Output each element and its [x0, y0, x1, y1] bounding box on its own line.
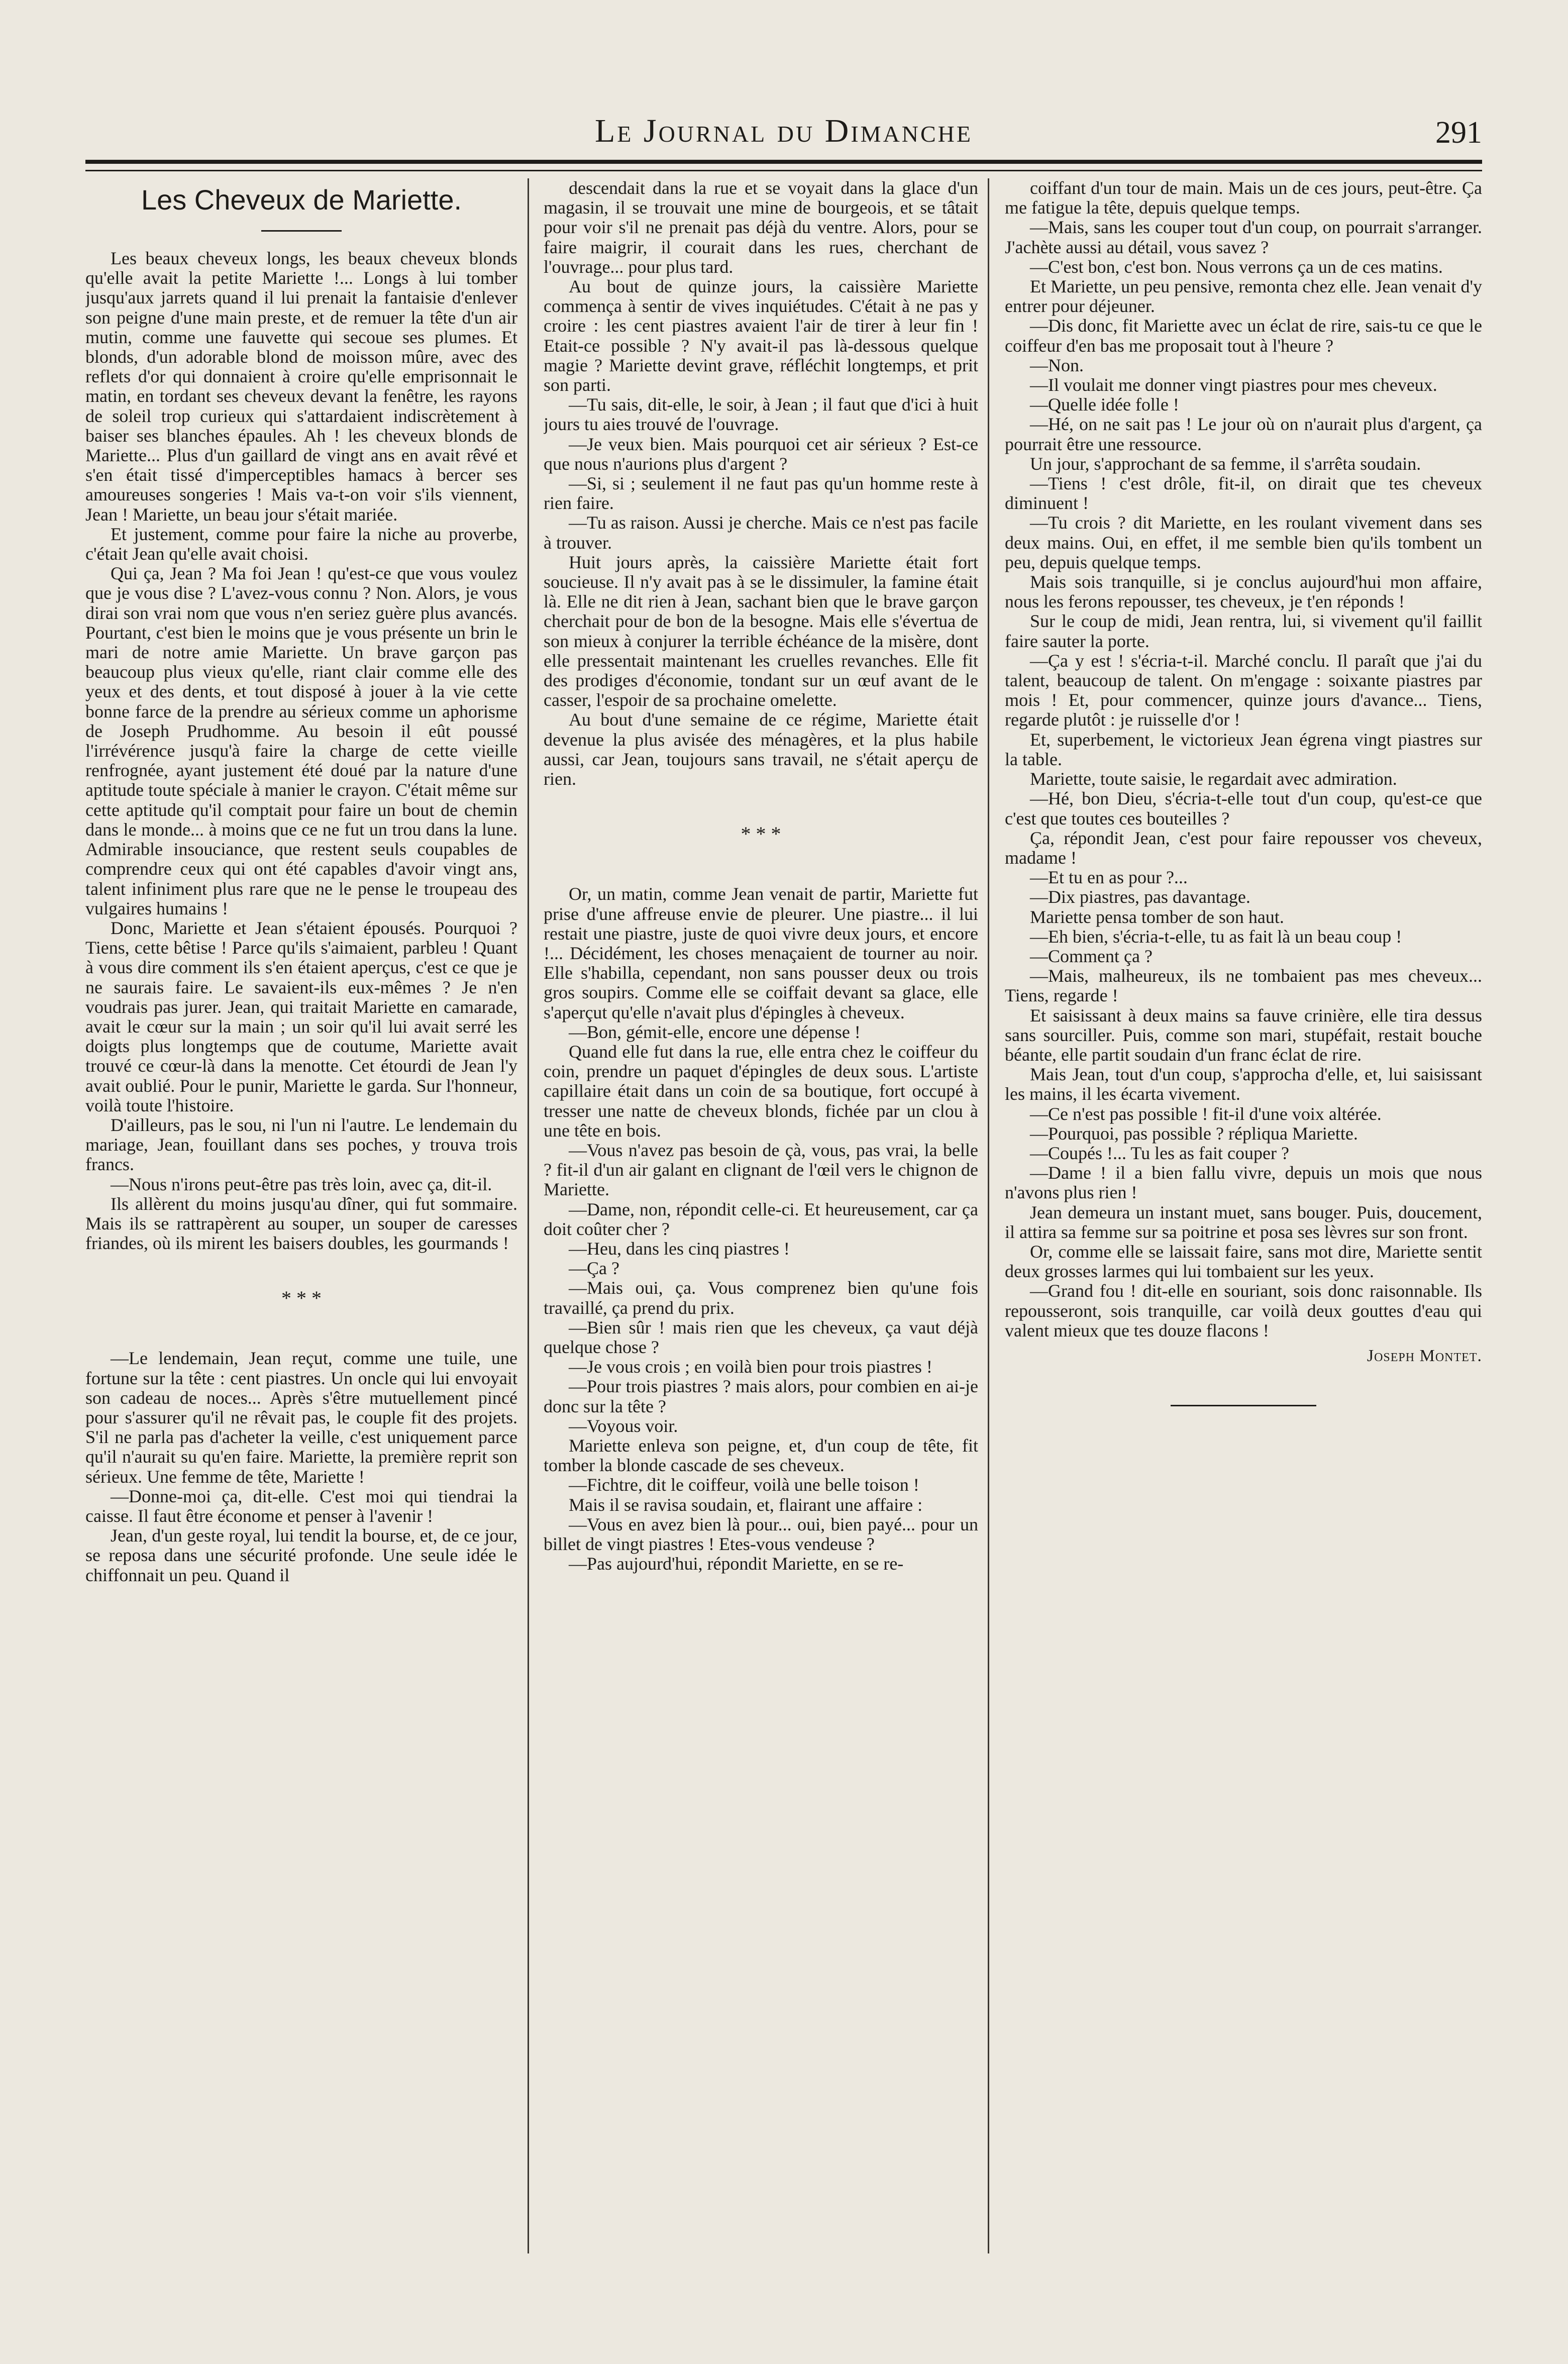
paragraph: Or, comme elle se laissait faire, sans mot dire, Mariette sentit deux grosses larmes qui lui tombaient sur les yeux. — [1005, 1241, 1482, 1282]
paragraph: Et Mariette, un peu pensive, remonta chez elle. Jean venait d'y entrer pour déjeuner. — [1005, 276, 1482, 317]
paragraph: —Grand fou ! dit-elle en souriant, sois donc raisonnable. Ils repousseront, sois tranquille, car voilà deux gouttes d'eau qui valent mieux que tes douze flacons ! — [1005, 1281, 1482, 1341]
column-divider — [988, 178, 989, 2253]
paragraph: Donc, Mariette et Jean s'étaient épousés. Pourquoi ? Tiens, cette bêtise ! Parce qu'ils s'aimaient, parbleu ! Quant à vous dire comment ils s'en étaient aperçus, c'est ce que je ne saurais faire. Le savaient-ils eux-mêmes ? Je n'en voudrais pas jurer. Jean, qui traitait Mariette en camarade, avait le cœur sur la main ; un soir qu'il lui avait serré les doigts plus longtemps que de coutume, Mariette avait trouvé ce cœur-là dans la menotte. Cet étourdi de Jean l'y avait oublié. Pour le punir, Mariette le garda. Sur l'honneur, voilà toute l'histoire. — [85, 917, 517, 1115]
section-separator: * * * — [281, 1287, 322, 1310]
paragraph: —Voyous voir. — [569, 1415, 678, 1436]
paragraph: —Fichtre, dit le coiffeur, voilà une belle toison ! — [569, 1475, 919, 1495]
paragraph: Les beaux cheveux longs, les beaux cheveux blonds qu'elle avait la petite Mariette !... Longs à lui tomber jusqu'aux jarrets quand il lui prenait la fantaisie d'enlever son peigne d'une main preste, et de remuer la tête d'un air mutin, comme une fauvette qui secoue ses plumes. Et blonds, d'un adorable blond de moisson mûre, avec des reflets d'or qui donnaient à croire qu'elle emprisonnait le matin, en tordant ses cheveux devant la fenêtre, les rayons de soleil trop curieux qui s'attardaient indiscrètement à baiser ses blanches épaules. Ah ! les cheveux blonds de Mariette... Plus d'un gaillard de vingt ans en avait rêvé et s'en était tissé d'imperceptibles hamacs à bercer ses amoureuses songeries ! Mais va-t-on voir s'ils viennent, Jean ! Mariette, un beau jour s'était mariée. — [85, 248, 517, 525]
paragraph: Huit jours après, la caissière Mariette était fort soucieuse. Il n'y avait pas à se le dissimuler, la famine était là. Elle ne dit rien à Jean, sachant bien que le brave garçon cherchait pour de bon de la besogne. Mais elle s'évertua de son mieux à conjurer la terrible échéance de la misère, dont elle pressentait maintenant les cruelles revanches. Elle fit des prodiges d'économie, tondant sur un œuf avant de le casser, l'espoir de sa prochaine omelette. — [544, 552, 978, 710]
paragraph: —Vous en avez bien là pour... oui, bien payé... pour un billet de vingt piastres ! Etes-vous vendeuse ? — [544, 1514, 978, 1554]
paragraph: —Ce n'est pas possible ! fit-il d'une voix altérée. — [1030, 1103, 1382, 1124]
masthead: Le Journal du Dimanche — [594, 113, 973, 149]
paragraph: —C'est bon, c'est bon. Nous verrons ça un de ces matins. — [1030, 256, 1443, 277]
article-title: Les Cheveux de Mariette. — [141, 184, 462, 216]
paragraph: Mais Jean, tout d'un coup, s'approcha d'elle, et, lui saisissant les mains, il les écarta vivement. — [1005, 1064, 1482, 1104]
paragraph: —Quelle idée folle ! — [1030, 394, 1179, 415]
paragraph: —Mais, sans les couper tout d'un coup, on pourrait s'arranger. J'achète aussi au détail, vous savez ? — [1005, 217, 1482, 257]
paragraph: —Tu as raison. Aussi je cherche. Mais ce n'est pas facile à trouver. — [544, 512, 978, 553]
paragraph: Ils allèrent du moins jusqu'au dîner, qui fut sommaire. Mais ils se rattrapèrent au souper, un souper de caresses friandes, où ils mirent les baisers doubles, les gourmands ! — [85, 1193, 517, 1254]
paragraph: —Hé, bon Dieu, s'écria-t-elle tout d'un coup, qu'est-ce que c'est que toutes ces bouteilles ? — [1005, 788, 1482, 829]
paragraph: —Vous n'avez pas besoin de çà, vous, pas vrai, la belle ? fit-il d'un air galant en clignant de l'œil vers le chignon de Mariette. — [544, 1140, 978, 1200]
paragraph: —Je vous crois ; en voilà bien pour trois piastres ! — [569, 1357, 932, 1377]
paragraph: Mariette pensa tomber de son haut. — [1030, 906, 1284, 927]
paragraph: Ça, répondit Jean, c'est pour faire repousser vos cheveux, madame ! — [1005, 828, 1482, 868]
header-rule-thick — [85, 160, 1482, 164]
paragraph: —Et tu en as pour ?... — [1030, 867, 1188, 888]
title-rule — [261, 230, 342, 232]
paragraph: —Non. — [1030, 355, 1084, 375]
paragraph: —Comment ça ? — [1030, 946, 1153, 966]
section-separator: * * * — [741, 823, 781, 846]
paragraph: —Dix piastres, pas davantage. — [1030, 887, 1250, 907]
paragraph: coiffant d'un tour de main. Mais un de ces jours, peut-être. Ça me fatigue la tête, depuis quelque temps. — [1005, 178, 1482, 218]
paragraph: —Bien sûr ! mais rien que les cheveux, ça vaut déjà quelque chose ? — [544, 1317, 978, 1357]
paragraph: —Nous n'irons peut-être pas très loin, avec ça, dit-il. — [111, 1174, 492, 1194]
paragraph: —Donne-moi ça, dit-elle. C'est moi qui tiendrai la caisse. Il faut être économe et penser à l'avenir ! — [85, 1486, 517, 1526]
end-rule — [1171, 1405, 1316, 1406]
paragraph: —Hé, on ne sait pas ! Le jour où on n'aurait plus d'argent, ça pourrait être une ressource. — [1005, 414, 1482, 454]
paragraph: —Dame, non, répondit celle-ci. Et heureusement, car ça doit coûter cher ? — [544, 1199, 978, 1239]
paragraph: —Mais, malheureux, ils ne tombaient pas mes cheveux... Tiens, regarde ! — [1005, 966, 1482, 1006]
paragraph: Un jour, s'approchant de sa femme, il s'arrêta soudain. — [1030, 453, 1421, 474]
page-header — [85, 108, 1482, 163]
paragraph: —Il voulait me donner vingt piastres pour mes cheveux. — [1030, 375, 1437, 395]
column-2 — [544, 178, 978, 2253]
paragraph: Qui ça, Jean ? Ma foi Jean ! qu'est-ce que vous voulez que je vous dise ? L'avez-vous connu ? Non. Alors, je vous dirai son vrai nom que vous n'en seriez guère plus avancés. Pourtant, c'est bien le moins que je vous présente un brin le mari de notre amie Mariette. Un brave garçon pas beaucoup plus vieux qu'elle, riant clair comme elle des yeux et des dents, et tout disposé à jouer à la vie cette bonne farce de la prendre au sérieux comme un aphorisme de Joseph Prudhomme. Au besoin il eût poussé l'irrévérence jusqu'à faire la charge de cette vieille renfrognée, ayant justement été doué par la nature d'une aptitude toute spéciale à manier le crayon. C'était même sur cette aptitude qu'il comptait pour faire un bout de chemin dans le monde... à moins que ce ne fut un trou dans la lune. Admirable insouciance, que restent seuls coupables de comprendre ceux qui ont été capables d'avoir vingt ans, talent infiniment plus rare que ne le pense le troupeau des vulgaires humains ! — [85, 563, 517, 918]
paragraph: —Je veux bien. Mais pourquoi cet air sérieux ? Est-ce que nous n'aurions plus d'argent ? — [544, 434, 978, 474]
paragraph: —Bon, gémit-elle, encore une dépense ! — [569, 1021, 861, 1042]
paragraph: —Tu sais, dit-elle, le soir, à Jean ; il faut que d'ici à huit jours tu aies trouvé de l'ouvrage. — [544, 394, 978, 435]
paragraph: —Mais oui, ça. Vous comprenez bien qu'une fois travaillé, ça prend du prix. — [544, 1278, 978, 1318]
column-divider — [528, 178, 529, 2253]
paragraph: —Ça y est ! s'écria-t-il. Marché conclu. Il paraît que j'ai du talent, beaucoup de talent. On m'engage : soixante piastres par mois ! Et, pour commencer, quinze jours d'avance... Tiens, regarde plutôt : je ruisselle d'or ! — [1005, 650, 1482, 730]
paragraph: —Si, si ; seulement il ne faut pas qu'un homme reste à rien faire. — [544, 473, 978, 513]
paragraph: —Coupés !... Tu les as fait couper ? — [1030, 1143, 1289, 1163]
paragraph: —Pourquoi, pas possible ? répliqua Mariette. — [1030, 1123, 1358, 1144]
paragraph: Mariette enleva son peigne, et, d'un coup de tête, fit tomber la blonde cascade de ses cheveux. — [544, 1435, 978, 1476]
paragraph: Jean demeura un instant muet, sans bouger. Puis, doucement, il attira sa femme sur sa poitrine et posa ses lèvres sur son front. — [1005, 1202, 1482, 1242]
paragraph: Mais il se ravisa soudain, et, flairant une affaire : — [569, 1494, 923, 1515]
paragraph: —Pas aujourd'hui, répondit Mariette, en se re- — [569, 1554, 904, 1574]
paragraph: Et justement, comme pour faire la niche au proverbe, c'était Jean qu'elle avait choisi. — [85, 524, 517, 564]
paragraph: Et, superbement, le victorieux Jean égrena vingt piastres sur la table. — [1005, 729, 1482, 769]
paragraph: —Le lendemain, Jean reçut, comme une tuile, une fortune sur la tête : cent piastres. Un oncle qui lui envoyait son cadeau de noces... Après s'être mutuellement pincé pour s'assurer qu'il ne rêvait pas, le couple fit des projets. S'il ne parla pas d'acheter la veille, c'est uniquement parce qu'il n'aurait su qu'en faire. Mariette, la première reprit son sérieux. Une femme de tête, Mariette ! — [85, 1348, 517, 1487]
page-number: 291 — [1435, 116, 1482, 150]
column-1 — [85, 178, 517, 2253]
paragraph: Jean, d'un geste royal, lui tendit la bourse, et, de ce jour, se reposa dans une sécurité profonde. Une seule idée le chiffonnait un peu. Quand il — [85, 1525, 517, 1585]
paragraph: Au bout de quinze jours, la caissière Mariette commença à sentir de vives inquiétudes. C'était à ne pas y croire : les cent piastres avaient l'air de tirer à leur fin ! Etait-ce possible ? N'y avait-il pas là-dessous quelque magie ? Mariette devint grave, réfléchit longtemps, et prit son parti. — [544, 276, 978, 395]
paragraph: —Dis donc, fit Mariette avec un éclat de rire, sais-tu ce que le coiffeur d'en bas me proposait tout à l'heure ? — [1005, 316, 1482, 356]
paragraph: —Dame ! il a bien fallu vivre, depuis un mois que nous n'avons plus rien ! — [1005, 1163, 1482, 1203]
header-rule-thin — [85, 170, 1482, 171]
paragraph: Quand elle fut dans la rue, elle entra chez le coiffeur du coin, prendre un paquet d'épingles de deux sous. L'artiste capillaire était dans un coin de sa boutique, fort occupé à tresser une natte de cheveux blonds, fichée par un clou à une tête en bois. — [544, 1041, 978, 1141]
paragraph: —Heu, dans les cinq piastres ! — [569, 1238, 790, 1259]
paragraph: —Tiens ! c'est drôle, fit-il, on dirait que tes cheveux diminuent ! — [1005, 473, 1482, 513]
column-1-text — [85, 249, 517, 1585]
paragraph: Sur le coup de midi, Jean rentra, lui, si vivement qu'il faillit faire sauter la porte. — [1005, 611, 1482, 651]
paragraph: —Tu crois ? dit Mariette, en les roulant vivement dans ses deux mains. Oui, en effet, il me semble bien qu'ils tombent un peu, depuis quelque temps. — [1005, 512, 1482, 572]
paragraph: descendait dans la rue et se voyait dans la glace d'un magasin, il se trouvait une mine de bourgeois, et se tâtait pour voir s'il ne prenait pas déjà du ventre. Alors, pour se faire maigrir, il courait dans les rues, cherchant de l'ouvrage... pour plus tard. — [544, 178, 978, 277]
paragraph: Et saisissant à deux mains sa fauve crinière, elle tira dessus sans sourciller. Puis, comme son mari, stupéfait, restait bouche béante, elle partit soudain d'un franc éclat de rire. — [1005, 1005, 1482, 1065]
paragraph: —Eh bien, s'écria-t-elle, tu as fait là un beau coup ! — [1030, 926, 1402, 947]
paragraph: D'ailleurs, pas le sou, ni l'un ni l'autre. Le lendemain du mariage, Jean, fouillant dans ses poches, y trouva trois francs. — [85, 1114, 517, 1175]
column-3-text — [1005, 178, 1482, 1341]
paragraph: —Pour trois piastres ? mais alors, pour combien en ai-je donc sur la tête ? — [544, 1376, 978, 1416]
paragraph: —Ça ? — [569, 1258, 619, 1279]
column-2-text — [544, 178, 978, 1574]
paragraph: Mais sois tranquille, si je conclus aujourd'hui mon affaire, nous les ferons repousser, tes cheveux, je t'en réponds ! — [1005, 572, 1482, 612]
column-3 — [1005, 178, 1482, 2253]
paragraph: Au bout d'une semaine de ce régime, Mariette était devenue la plus avisée des ménagères, et la plus habile aussi, car Jean, toujours sans travail, ne s'était aperçu de rien. — [544, 709, 978, 789]
author-signature: Joseph Montet. — [1367, 1346, 1482, 1365]
paragraph: Or, un matin, comme Jean venait de partir, Mariette fut prise d'une affreuse envie de pleurer. Une piastre... il lui restait une piastre, juste de quoi vivre deux jours, et encore !... Décidément, les choses menaçaient de tourner au noir. Elle s'habilla, cependant, non sans pousser deux ou trois gros soupirs. Comme elle se coiffait devant sa glace, elle s'aperçut qu'elle n'avait plus d'épingles à cheveux. — [544, 884, 978, 1022]
paragraph: Mariette, toute saisie, le regardait avec admiration. — [1030, 769, 1397, 789]
